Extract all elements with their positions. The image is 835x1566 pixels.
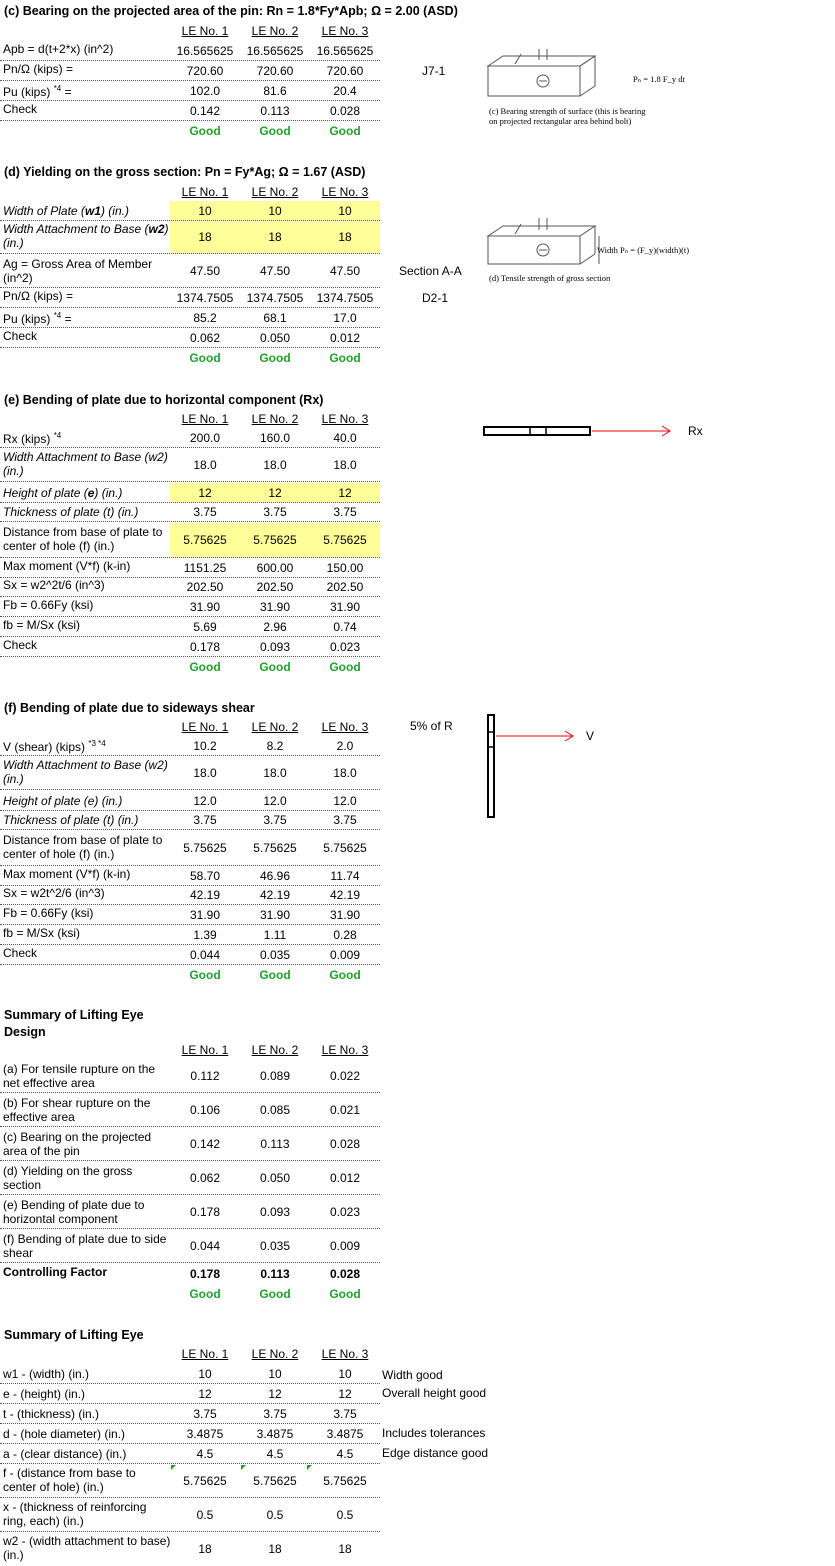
table-row [0,946,380,965]
status-good: Good [189,660,221,674]
input-cell[interactable]: 18 [170,221,240,253]
cell: 16.565625 [246,44,304,58]
row-label: Pu (kips) $^{*4}$ = [3,84,72,99]
header-le1: LE No. 1 [181,411,229,426]
cell: 3.75 [193,505,217,519]
table-row [0,82,380,101]
row-label: (a) For tensile rupture on the net effective area [3,1062,156,1090]
row-label: x - (thickness of reinforcing ring, each) (in.) [3,1500,147,1528]
table-row [0,1425,380,1444]
row-label: (d) Yielding on the gross section [3,1164,133,1192]
cell: 3.75 [333,505,357,519]
cell: 18 [268,1542,282,1556]
table-row [0,791,380,811]
input-cell[interactable]: 18 [310,221,380,253]
cell: 18.0 [263,766,287,780]
section-d-title: (d) Yielding on the gross section: Pn = Fy*Ag; Ω = 1.67 (ASD) [4,165,366,179]
row-label: Thickness of plate (t) (in.) [3,813,139,827]
table-row [0,523,380,558]
result-row [0,966,380,984]
cell: 0.028 [329,1137,361,1151]
cell: 0.012 [329,1171,361,1185]
cell: 2.96 [263,620,287,634]
plate-drawing [485,44,605,104]
input-cell[interactable]: 12 [240,483,310,502]
header-le1: LE No. 1 [181,1042,229,1057]
table-row [0,1365,380,1384]
header-le2: LE No. 2 [251,719,299,734]
header-le3: LE No. 3 [321,1346,369,1361]
input-cell[interactable]: 18 [240,221,310,253]
cell: 720.60 [186,64,224,78]
cell: 3.75 [333,813,357,827]
row-label: Fb = 0.66Fy (ksi) [3,906,94,920]
header-le3: LE No. 3 [321,23,369,38]
input-cell[interactable]: 5.75625 [170,523,240,557]
cell: 720.60 [326,64,364,78]
cell: 0.74 [333,620,357,634]
cell: 600.00 [256,561,294,575]
cell: 8.2 [266,739,284,753]
figure-caption: (d) Tensile strength of gross section [489,273,611,283]
table-row [0,1405,380,1424]
status-good: Good [189,1287,221,1301]
cell: 18.0 [333,458,357,472]
row-label: Rx (kips) $^{*4}$ [3,431,62,446]
cell: 202.50 [256,580,294,594]
input-cell[interactable]: 5.75625 [310,523,380,557]
status-good: Good [189,351,221,365]
row-label: Ag = Gross Area of Member (in^2) [3,257,153,285]
cell: 3.75 [263,1407,287,1421]
cell: 16.565625 [176,44,234,58]
row-label: (e) Bending of plate due to horizontal component [3,1198,145,1226]
cell: 0.035 [259,948,291,962]
cell: 0.178 [189,1205,221,1219]
row-label: Height of plate (e) (in.) [3,486,123,500]
row-label: Width of Plate (w1) (in.) [3,204,129,218]
table-row [0,102,380,121]
table-row [0,598,380,617]
tolerance-note: Includes tolerances [382,1426,486,1440]
cell: 1374.7505 [246,291,304,305]
row-label: (b) For shear rupture on the effective area [3,1096,151,1124]
cell: 0.085 [259,1103,291,1117]
status-good: Good [259,1287,291,1301]
input-cell[interactable]: 12 [170,483,240,502]
row-label: fb = M/Sx (ksi) [3,618,81,632]
row-label: Sx = w2^2t/6 (in^3) [3,578,105,592]
row-label: Sx = w2t^2/6 (in^3) [3,886,105,900]
cell: 68.1 [263,311,287,325]
cell: 202.50 [326,580,364,594]
header-le3: LE No. 3 [321,1042,369,1057]
result-row [0,122,380,140]
cell: 0.089 [259,1069,291,1083]
table-row [0,255,380,288]
table-row [0,757,380,790]
cell: 81.6 [263,84,287,98]
height-note: Overall height good [382,1386,487,1400]
cell: 18.0 [333,766,357,780]
cell: 0.050 [259,331,291,345]
cell: 0.178 [189,640,221,654]
cell: 16.565625 [316,44,374,58]
cell: 102.0 [189,84,221,98]
table-row [0,1385,380,1404]
cell-comment-marker[interactable] [241,1465,246,1470]
table-row [0,1162,380,1195]
cell: 0.044 [189,948,221,962]
table-row [0,62,380,81]
summary-design-title: Summary of Lifting Eye Design [4,1008,144,1039]
cell: 31.90 [189,600,221,614]
row-label: Max moment (V*f) (k-in) [3,867,131,881]
table-row [0,449,380,482]
cell: 0.028 [329,104,361,118]
row-label: Pu (kips) $^{*4}$ = [3,311,72,326]
table-row [0,1465,380,1498]
cell: 1374.7505 [316,291,374,305]
row-label: Pn/Ω (kips) = [3,289,73,303]
table-row [0,503,380,522]
table-row [0,618,380,637]
cell: 1151.25 [183,561,227,575]
input-cell[interactable]: 10 [240,201,310,220]
cell: 47.50 [329,264,361,278]
cell: 12.0 [193,793,217,808]
status-good: Good [329,1287,361,1301]
cell: 18.0 [263,458,287,472]
cell: 160.0 [259,431,291,445]
figure-caption: (c) Bearing strength of surface (this is bearing [489,106,646,116]
cell: 5.75625 [253,1474,297,1488]
row-label: Thickness of plate (t) (in.) [3,505,139,519]
row-label: Check [3,946,38,960]
cell: 0.012 [329,331,361,345]
arrow-label: Rx [688,424,703,438]
header-le1: LE No. 1 [181,1346,229,1361]
cell: 0.5 [266,1508,284,1522]
section-reference: Section A-A [399,264,462,278]
header-le2: LE No. 2 [251,1042,299,1057]
row-label: Fb = 0.66Fy (ksi) [3,598,94,612]
cell: 31.90 [259,600,291,614]
section-f-title: (f) Bending of plate due to sideways shear [4,701,255,715]
table-row [0,886,380,905]
cell: 0.062 [189,331,221,345]
row-label: Pn/Ω (kips) = [3,62,73,76]
status-good: Good [329,124,361,138]
figure-caption: on projected rectangular area behind bolt) [489,116,632,126]
cell: 0.112 [190,1069,220,1083]
header-le1: LE No. 1 [181,184,229,199]
row-label: Apb = d(t+2*x) (in^2) [3,42,114,56]
result-row [0,658,380,676]
cell: 12.0 [333,793,357,808]
input-cell[interactable]: 10 [310,201,380,220]
cell: 3.4875 [186,1427,224,1441]
cell: 0.113 [260,1137,290,1151]
section-c-title: (c) Bearing on the projected area of the pin: Rn = 1.8*Fy*Apb; Ω = 2.00 (ASD) [4,4,458,18]
cell: 5.75625 [323,1474,367,1488]
cell: 3.75 [263,505,287,519]
table-row [0,309,380,328]
cell: 200.0 [189,431,221,445]
row-label: Check [3,102,38,116]
cell: 58.70 [189,869,221,883]
result-row [0,349,380,367]
table-row [0,429,380,448]
figure-formula: Pₙ = 1.8 F_y dt [633,74,685,84]
cell: 1374.7505 [176,291,234,305]
table-row [0,1128,380,1161]
cell: 40.0 [333,431,357,445]
table-row [0,483,380,503]
row-label: fb = M/Sx (ksi) [3,926,81,940]
row-label: Max moment (V*f) (k-in) [3,559,131,573]
row-label: d - (hole diameter) (in.) [3,1427,126,1441]
status-good: Good [329,351,361,365]
section-d-header [0,183,380,200]
row-label: Distance from base of plate to center of hole (f) (in.) [3,525,163,553]
status-good: Good [329,968,361,982]
cell: 720.60 [256,64,294,78]
cell: 1.11 [263,928,287,942]
cell: 3.4875 [326,1427,364,1441]
status-good: Good [189,124,221,138]
shear-note: 5% of R [410,719,453,733]
table-row [0,1094,380,1127]
cell: 0.022 [329,1069,361,1083]
cell: 42.19 [259,888,291,902]
cell: 5.75625 [183,1474,227,1488]
bearing-figure [485,44,715,134]
cell: 31.90 [329,908,361,922]
row-label: Width Attachment to Base (w2) (in.) [3,222,169,250]
cell: 4.5 [266,1447,284,1461]
table-row [0,831,380,866]
row-label: e - (height) (in.) [3,1387,86,1401]
cell: 12 [338,1387,352,1401]
section-e-title: (e) Bending of plate due to horizontal component (Rx) [4,393,324,407]
table-row [0,289,380,308]
horizontal-plate-diagram [482,422,682,442]
status-good: Good [259,351,291,365]
cell: 5.75625 [253,841,297,855]
cell: 0.021 [329,1103,361,1117]
cell: 3.75 [193,1407,217,1421]
row-label: f - (distance from base to center of hole) (in.) [3,1466,136,1494]
header-le1: LE No. 1 [181,719,229,734]
cell: 47.50 [189,264,221,278]
cell: 0.062 [189,1171,221,1185]
table-row [0,638,380,657]
cell: 0.093 [259,640,291,654]
table-row [0,1445,380,1464]
cell: 4.5 [336,1447,354,1461]
row-label: Controlling Factor [3,1265,107,1279]
cell: 0.178 [189,1267,221,1281]
spec-reference: J7-1 [422,64,446,78]
cell: 10 [198,1367,212,1381]
spec-reference: D2-1 [422,291,449,305]
summary-design-header [0,1041,380,1058]
status-good: Good [259,660,291,674]
status-good: Good [259,124,291,138]
input-cell[interactable]: 12 [310,483,380,502]
cell: 0.142 [189,104,221,118]
cell: 0.044 [189,1239,221,1253]
cell: 4.5 [196,1447,214,1461]
status-good: Good [259,968,291,982]
cell: 0.28 [333,928,357,942]
header-le2: LE No. 2 [251,184,299,199]
cell: 3.75 [193,813,217,827]
header-le1: LE No. 1 [181,23,229,38]
cell: 0.5 [336,1508,354,1522]
cell: 2.0 [336,739,354,753]
status-good: Good [189,968,221,982]
table-row [0,926,380,945]
cell: 10 [268,1367,282,1381]
section-f-header [0,718,380,735]
cell: 0.5 [196,1508,214,1522]
input-cell[interactable]: 5.75625 [240,523,310,557]
status-good: Good [329,660,361,674]
row-label: Check [3,638,38,652]
width-note: Width good [382,1368,443,1382]
row-label: V (shear) (kips) $^{*3 *4}$ [3,739,106,754]
cell: 0.028 [329,1267,361,1281]
cell: 85.2 [193,311,217,325]
cell: 150.00 [326,561,364,575]
cell: 0.050 [259,1171,291,1185]
cell: 202.50 [186,580,224,594]
cell-comment-marker[interactable] [307,1465,312,1470]
row-label: a - (clear distance) (in.) [3,1447,127,1461]
row-label: Width Attachment to Base (w2) (in.) [3,450,168,478]
cell: 31.90 [189,908,221,922]
input-cell[interactable]: 10 [170,201,240,220]
cell: 5.75625 [183,841,227,855]
cell: 18 [198,1542,212,1556]
table-row [0,329,380,348]
table-row [0,578,380,597]
header-le3: LE No. 3 [321,411,369,426]
table-row [0,1499,380,1532]
row-label: (f) Bending of plate due to side shear [3,1232,167,1260]
table-row [0,1196,380,1229]
cell: 17.0 [333,311,357,325]
row-label: t - (thickness) (in.) [3,1407,100,1421]
table-row [0,811,380,830]
edge-distance-note: Edge distance good [382,1446,489,1460]
table-row [0,737,380,756]
cell: 1.39 [193,928,217,942]
table-row [0,42,380,61]
cell: 12 [198,1387,212,1401]
cell: 3.75 [333,1407,357,1421]
cell: 0.142 [189,1137,221,1151]
result-row [0,1285,380,1303]
table-row [0,1060,380,1093]
cell: 12 [268,1387,282,1401]
plate-drawing [485,212,605,270]
row-label: w1 - (width) (in.) [3,1367,90,1381]
cell: 5.75625 [323,841,367,855]
table-row [0,1230,380,1263]
cell: 18.0 [193,458,217,472]
table-row [0,221,380,254]
section-e-header [0,410,380,427]
cell: 18.0 [193,766,217,780]
section-c-header [0,22,380,39]
cell: 0.113 [260,104,290,118]
row-label: (c) Bearing on the projected area of the pin [3,1130,152,1158]
cell: 0.093 [259,1205,291,1219]
cell: 12.0 [263,793,287,808]
cell: 10.2 [193,739,217,753]
table-row [0,1533,380,1565]
cell: 0.113 [260,1267,290,1281]
cell: 46.96 [259,869,291,883]
header-le3: LE No. 3 [321,719,369,734]
cell: 0.009 [329,948,361,962]
cell: 0.106 [189,1103,221,1117]
row-label: Height of plate (e) (in.) [3,794,123,808]
row-label: Check [3,329,38,343]
cell: 0.035 [259,1239,291,1253]
row-label: Distance from base of plate to center of hole (f) (in.) [3,833,163,861]
cell: 3.75 [263,813,287,827]
cell: 18 [338,1542,352,1556]
table-row [0,906,380,925]
cell: 0.023 [329,640,361,654]
cell: 42.19 [189,888,221,902]
table-row [0,867,380,886]
cell: 11.74 [330,869,360,883]
gross-section-figure [485,212,725,287]
cell: 47.50 [259,264,291,278]
cell: 31.90 [259,908,291,922]
cell: 3.4875 [256,1427,294,1441]
controlling-factor-row [0,1265,380,1283]
figure-formula: Width Pₙ = (F_y)(width)(t) [597,245,690,255]
cell: 0.009 [329,1239,361,1253]
row-label: w2 - (width attachment to base) (in.) [3,1534,171,1562]
arrow-label: V [586,729,595,743]
cell: 5.69 [193,620,217,634]
summary-header [0,1345,380,1362]
header-le3: LE No. 3 [321,184,369,199]
summary-title: Summary of Lifting Eye [4,1328,144,1342]
cell: 20.4 [333,84,357,98]
cell: 31.90 [329,600,361,614]
table-row [0,559,380,578]
header-le2: LE No. 2 [251,23,299,38]
cell-comment-marker[interactable] [171,1465,176,1470]
table-row [0,201,380,221]
header-le2: LE No. 2 [251,1346,299,1361]
vertical-plate-diagram [484,712,584,822]
cell: 10 [338,1367,352,1381]
header-le2: LE No. 2 [251,411,299,426]
cell: 42.19 [329,888,361,902]
cell: 0.023 [329,1205,361,1219]
row-label: Width Attachment to Base (w2) (in.) [3,758,168,786]
